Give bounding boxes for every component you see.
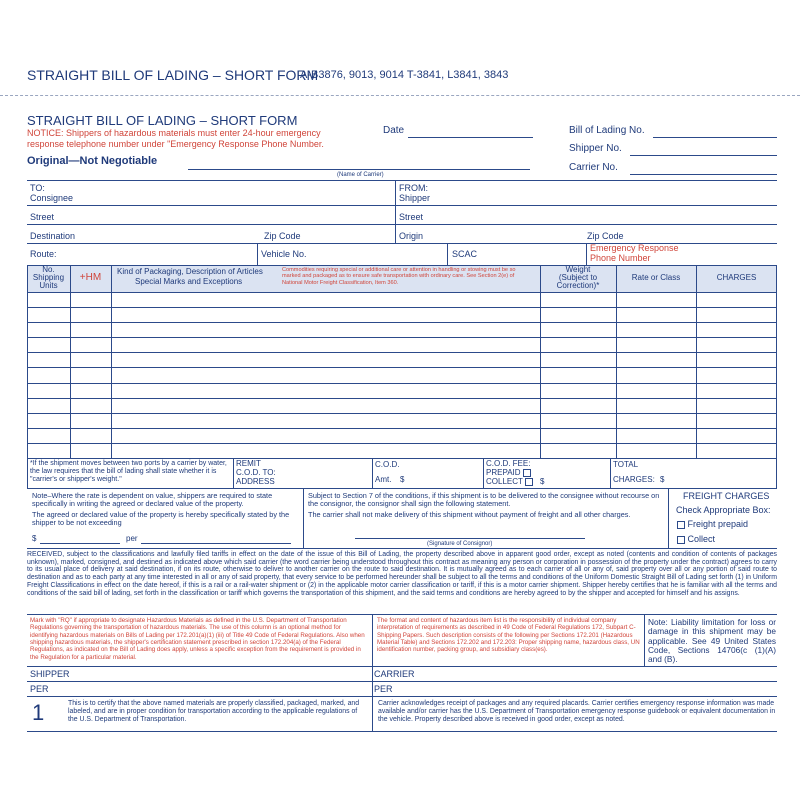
- date-label: Date: [383, 125, 405, 136]
- value-per: per: [126, 534, 138, 543]
- value-dollar: $: [32, 534, 37, 543]
- table-row[interactable]: [27, 352, 777, 353]
- prepaid-label: PREPAID: [486, 468, 521, 478]
- original-not-negotiable: Original—Not Negotiable: [27, 155, 158, 167]
- date-field[interactable]: [408, 137, 533, 138]
- total-label: TOTAL: [613, 460, 639, 469]
- col-units-1: No.: [42, 265, 55, 274]
- liability-note: Note: Liability limitation for loss or damage in this shipment may be applicable. See 49 United States Code, Sections 14706(c (1)(A) and (B).: [648, 617, 776, 665]
- to-zip-label: Zip Code: [264, 231, 301, 241]
- perforation-line: [0, 95, 800, 96]
- collect-label: COLLECT: [486, 477, 523, 487]
- table-row[interactable]: [27, 292, 777, 293]
- shipper-certification: This is to certify that the above named materials are properly classified, packaged, marked, and labeled, and are in proper condition for transportation according to the applicable regulations of the U.S. Department of Transportation.: [68, 700, 360, 723]
- section7-text: Subject to Section 7 of the conditions, if this shipment is to be delivered to the consignee without recourse on the consignor, the consignor shall sign the following statement.: [308, 491, 660, 509]
- form-title: STRAIGHT BILL OF LADING – SHORT FORM: [27, 113, 298, 128]
- emergency-response-label: Emergency Response: [590, 243, 679, 253]
- from-street-field[interactable]: [395, 224, 777, 225]
- col-weight-2: (Subject to: [558, 273, 598, 282]
- col-rate: Rate or Class: [631, 273, 681, 282]
- col-desc-1: Kind of Packaging, Description of Articles: [117, 267, 263, 276]
- col-units-2: Shipping: [32, 273, 65, 282]
- to-street-field[interactable]: [27, 224, 395, 225]
- vehicle-number-label: Vehicle No.: [261, 249, 307, 259]
- freight-prepaid-checkbox[interactable]: [677, 521, 685, 529]
- received-terms: RECEIVED, subject to the classifications and lawfully filed tariffs in effect on the date of the issue of this Bill of Lading, the property described above in apparent good order, except as noted (contents and condition of contents of packages unknown), marked, consigned, and destined as indicated above which said carrier (the word carrier being understood throughout this contract as meaning any person or corporation in possession of the property under the contract) agrees to carry to its usual place of delivery at said destination, if on its route, otherwise to deliver to another carrier on the route to said destination. It is mutually agreed as to each carrier of all or any of, said property over all or any portion of said route to destination and as to each party at any time interested in all or any of said property, that every service to be performed hereunder shall be subject to all the terms and conditions of the Uniform Domestic Straight Bill of Lading set forth (1) in Uniform Freight Classifications in effect on the date hereof, if this is a rail or a rail-water shipment or (2) in the applicable motor carrier classification or tariff, if this is a motor carrier shipment. Shipper hereby certifies that he is familiar with all the terms and conditions of the said bill of lading, set forth in the classification or tariff which governs the transportation of this shipment, and the said terms and conditions are hereby agreed to by the shipper and accepted for himself and his assigns.: [27, 551, 777, 597]
- col-weight-1: Weight: [565, 265, 591, 274]
- amt-label: Amt.: [375, 475, 392, 484]
- shipper-label: Shipper: [399, 193, 431, 203]
- total-charges-label: CHARGES:: [613, 475, 655, 484]
- table-row[interactable]: [27, 443, 777, 444]
- origin-label: Origin: [399, 231, 424, 241]
- water-note: *If the shipment moves between two ports by a carrier by water, the law requires that the bill of lading shall state whether it is "carrier's or shipper's weight.": [30, 460, 227, 483]
- freight-prepaid-label: Freight prepaid: [687, 519, 749, 529]
- per-row-line[interactable]: [27, 696, 777, 697]
- cod-label: C.O.D.: [375, 460, 400, 469]
- address-label: ADDRESS: [236, 477, 275, 486]
- shipper-signature-label: SHIPPER: [30, 669, 70, 679]
- carrier-number-field[interactable]: [630, 174, 777, 175]
- consignee-field[interactable]: [27, 205, 395, 206]
- remit-label: REMIT: [236, 459, 261, 468]
- col-desc-note: Commodities requiring special or additional care or attention in handling or stowing must be so marked and packaged as to ensure safe transportation with ordinary care. See Section 2(e) of National Motor Freight Classification, Item 360.: [282, 267, 516, 286]
- carrier-name-field[interactable]: [188, 169, 530, 170]
- table-row[interactable]: [27, 413, 777, 414]
- table-row[interactable]: [27, 322, 777, 323]
- prepaid-checkbox[interactable]: [523, 469, 531, 477]
- carrier-name-caption: (Name of Carrier): [337, 172, 384, 178]
- shipper-number-field[interactable]: [630, 155, 777, 156]
- table-row[interactable]: [27, 428, 777, 429]
- notice-line-2: response telephone number under "Emergency Response Phone Number.: [27, 139, 324, 149]
- freight-collect-label: Collect: [687, 534, 716, 544]
- consignee-label: Consignee: [30, 193, 74, 203]
- hazmat-middle-note: The format and content of hazardous item list is the responsibility of individual company interpretation of requirements as described in 49 Code of Federal Regulations 172, Subpart C-Shipping Papers. Such description consists of the following per Sections 172.201 (Hazardous Material Table) and Sections 172.202 and 172.203: Proper shipping name, hazardous class, UN identification number, packing group, and subsidiary class(es).: [377, 617, 640, 654]
- col-hm: +HM: [79, 272, 102, 283]
- to-label: TO:: [30, 183, 45, 193]
- declared-value-field[interactable]: [40, 543, 120, 544]
- consignor-signature-field[interactable]: [355, 538, 585, 539]
- amt-dollar: $: [400, 475, 405, 484]
- col-units-3: Units: [39, 281, 58, 290]
- table-row[interactable]: [27, 307, 777, 308]
- col-weight-3: Correction)*: [556, 281, 600, 290]
- signature-caption: (Signature of Consignor): [427, 541, 493, 547]
- carrier-no-delivery: The carrier shall not make delivery of this shipment without payment of freight and all other charges.: [308, 510, 631, 519]
- top-form-title: STRAIGHT BILL OF LADING – SHORT FORM: [27, 67, 319, 83]
- hazmat-left-note: Mark with "RQ" if appropriate to designate Hazardous Materials as defined in the U.S. Department of Transportation Regulations governing the transportation of hazardous materials. The use of this column is an optional method for identifying hazardous materials on Bills of Lading per 172.201(a)(1) (iii) of Title 49 Code of Federal Regulations. Also when shipping hazardous materials, the shipper's certification statement prescribed in section 172.204(a) of the Federal Regulations, as indicated on the Bill of Lading does apply, unless a specific exception from the requirement is provided in the Regulation for a particular material.: [30, 617, 365, 661]
- carrier-per-label: PER: [374, 684, 393, 694]
- scac-label: SCAC: [452, 249, 478, 259]
- collect-checkbox[interactable]: [525, 478, 533, 486]
- signature-row-line[interactable]: [27, 681, 777, 682]
- bol-number-field[interactable]: [653, 137, 777, 138]
- carrier-signature-label: CARRIER: [374, 669, 415, 679]
- collect-row: [486, 478, 533, 486]
- freight-charges-title: FREIGHT CHARGES: [683, 491, 770, 501]
- emergency-phone-label: Phone Number: [590, 253, 651, 263]
- from-street-label: Street: [399, 212, 424, 222]
- table-row[interactable]: [27, 383, 777, 384]
- from-label: FROM:: [399, 183, 428, 193]
- copy-number: 1: [32, 700, 45, 725]
- carrier-acknowledgement: Carrier acknowledges receipt of packages and any required placards. Carrier certifies emergency response information was made available and/or carrier has the U.S. Department of Transportation emergency response guidebook or equivalent documentation in the vehicle. Property described above is received in good order, except as noted.: [378, 700, 776, 723]
- table-row[interactable]: [27, 337, 777, 338]
- table-row[interactable]: [27, 398, 777, 399]
- shipper-field[interactable]: [395, 205, 777, 206]
- total-dollar: $: [660, 475, 665, 484]
- freight-collect-row: [677, 535, 715, 544]
- cod-to-label: C.O.D. TO:: [236, 468, 276, 477]
- shipper-number-label: Shipper No.: [569, 143, 622, 154]
- to-street-label: Street: [30, 212, 55, 222]
- shipper-per-label: PER: [30, 684, 49, 694]
- cod-fee-label: C.O.D. FEE:: [486, 459, 531, 468]
- bol-number-label: Bill of Lading No.: [569, 125, 645, 136]
- carrier-number-label: Carrier No.: [569, 162, 618, 173]
- fee-dollar: $: [540, 477, 545, 486]
- destination-label: Destination: [30, 231, 76, 241]
- declared-per-field[interactable]: [141, 543, 291, 544]
- check-box-label: Check Appropriate Box:: [676, 505, 771, 515]
- from-zip-label: Zip Code: [587, 231, 624, 241]
- notice-line-1: NOTICE: Shippers of hazardous materials must enter 24-hour emergency: [27, 128, 321, 138]
- value-note-2: The agreed or declared value of the property is hereby specifically stated by the shipper to be not exceeding: [32, 510, 290, 528]
- col-charges: CHARGES: [716, 273, 757, 282]
- value-note-1: Note–Where the rate is dependent on value, shippers are required to state specifically in writing the agreed or declared value of the property.: [32, 491, 273, 509]
- top-form-codes: A-B3876, 9013, 9014 T-3841, L3841, 3843: [300, 69, 509, 81]
- prepaid-row: [486, 469, 531, 477]
- freight-collect-checkbox[interactable]: [677, 536, 685, 544]
- freight-prepaid-row: [677, 520, 748, 529]
- route-label: Route:: [30, 249, 57, 259]
- col-desc-2: Special Marks and Exceptions: [135, 277, 243, 286]
- table-row[interactable]: [27, 367, 777, 368]
